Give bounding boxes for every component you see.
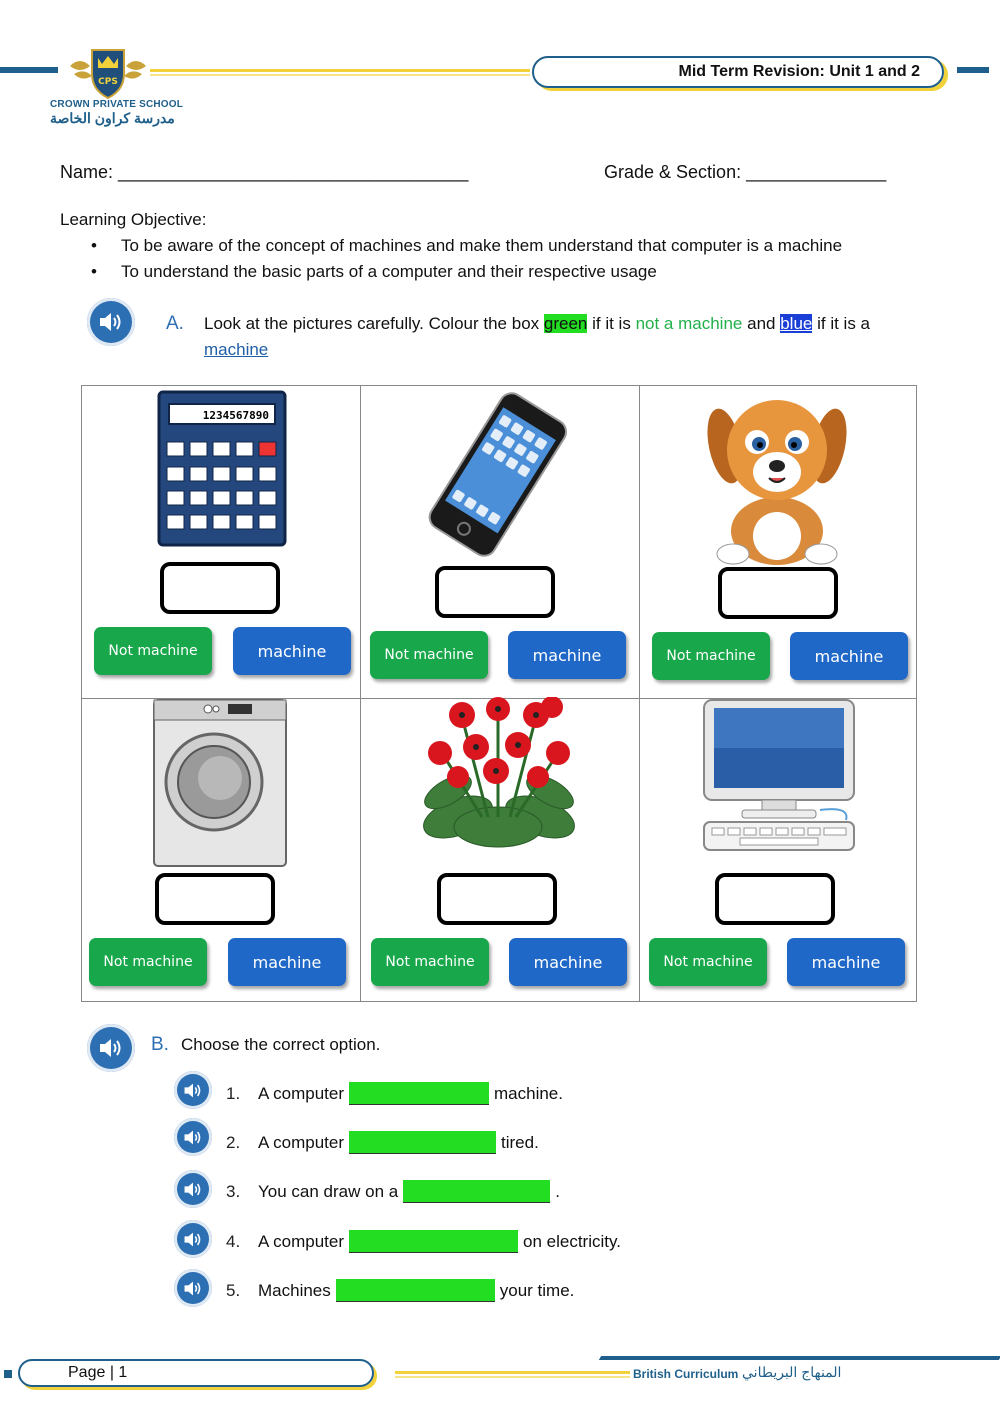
section-a-instructions	[204, 311, 954, 363]
answer-blank-4[interactable]	[349, 1230, 518, 1253]
header-gold-line-2	[150, 74, 530, 76]
question-2	[226, 1131, 539, 1154]
machine-button-5[interactable]: machine	[509, 938, 627, 986]
speaker-icon	[98, 311, 124, 333]
question-text-after: machine.	[494, 1083, 563, 1103]
name-field-label: Name: ___________________________________	[60, 162, 469, 182]
instr-not-machine-text: not a machine	[635, 314, 743, 333]
answer-blank-2[interactable]	[349, 1131, 496, 1154]
machine-button-4[interactable]: machine	[228, 938, 346, 986]
question-4	[226, 1230, 621, 1253]
calculator-icon	[157, 390, 287, 547]
question-text-before: A computer	[258, 1132, 344, 1152]
machine-button-6[interactable]: machine	[787, 938, 905, 986]
not-machine-button-1[interactable]: Not machine	[94, 627, 212, 675]
question-2-audio-button[interactable]	[174, 1118, 212, 1156]
curriculum-arabic: المنهاج البريطاني	[742, 1364, 842, 1380]
question-text-before: You can draw on a	[258, 1181, 399, 1201]
footer-square	[4, 1370, 12, 1378]
header-bar-right	[957, 67, 989, 73]
flowers-icon	[418, 697, 580, 857]
question-text-after: tired.	[501, 1132, 539, 1152]
answer-box-5[interactable]	[437, 873, 557, 925]
objective-bullet-1: • To be aware of the concept of machines and make them understand that computer is a machine	[121, 236, 842, 256]
instr-part-1: Look at the pictures carefully. Colour the box	[204, 314, 540, 333]
school-logo	[66, 44, 150, 100]
machine-button-1[interactable]: machine	[233, 627, 351, 675]
washing-machine-icon	[152, 698, 288, 868]
question-text-after: on electricity.	[523, 1231, 621, 1251]
instr-blue-word: blue	[780, 314, 813, 333]
question-1	[226, 1082, 563, 1105]
answer-blank-1[interactable]	[349, 1082, 489, 1105]
section-b-title: Choose the correct option.	[181, 1035, 381, 1054]
question-5-audio-button[interactable]	[174, 1269, 212, 1307]
not-machine-button-3[interactable]: Not machine	[652, 632, 770, 680]
question-number: 2.	[226, 1132, 241, 1152]
header-gold-line	[150, 69, 530, 72]
speaker-icon	[183, 1129, 203, 1146]
calculator-display: 1234567890	[202, 409, 269, 422]
objective-bullet-2: • To understand the basic parts of a computer and their respective usage	[121, 262, 657, 282]
question-5	[226, 1279, 574, 1302]
question-text-before: A computer	[258, 1231, 344, 1251]
curriculum-english: British Curriculum	[633, 1367, 739, 1381]
speaker-icon	[183, 1181, 203, 1198]
instr-part-4: if it is a	[817, 314, 870, 333]
answer-box-4[interactable]	[155, 873, 275, 925]
question-text-before: Machines	[258, 1280, 331, 1300]
instr-green-word: green	[543, 314, 588, 333]
answer-box-1[interactable]	[160, 562, 280, 614]
not-machine-button-5[interactable]: Not machine	[371, 938, 489, 986]
footer-blue-line	[599, 1356, 1000, 1360]
section-b-audio-button[interactable]	[87, 1024, 135, 1072]
logo-text: CPS	[98, 77, 118, 87]
question-3-audio-button[interactable]	[174, 1170, 212, 1208]
page-number-box	[18, 1359, 374, 1387]
question-number: 3.	[226, 1181, 241, 1201]
question-text-after: your time.	[499, 1280, 575, 1300]
school-name-arabic: مدرسة كراون الخاصة	[50, 110, 175, 126]
answer-box-6[interactable]	[715, 873, 835, 925]
instr-machine-link[interactable]: machine	[204, 340, 269, 359]
smartphone-icon	[415, 390, 580, 558]
not-machine-button-6[interactable]: Not machine	[649, 938, 767, 986]
speaker-icon	[183, 1082, 203, 1099]
answer-box-3[interactable]	[718, 567, 838, 619]
page-number: Page | 1	[68, 1364, 128, 1381]
computer-icon	[700, 698, 858, 854]
not-machine-button-4[interactable]: Not machine	[89, 938, 207, 986]
speaker-icon	[183, 1231, 203, 1248]
question-number: 4.	[226, 1231, 241, 1251]
instr-part-3: and	[747, 314, 776, 333]
header-title-box	[532, 56, 944, 88]
school-name-english: CROWN PRIVATE SCHOOL	[50, 99, 184, 110]
answer-blank-5[interactable]	[336, 1279, 495, 1302]
question-4-audio-button[interactable]	[174, 1220, 212, 1258]
footer-gold-line-2	[395, 1376, 630, 1378]
page-title: Mid Term Revision: Unit 1 and 2	[678, 63, 920, 80]
question-text-after: .	[555, 1181, 560, 1201]
objective-title: Learning Objective:	[60, 210, 207, 229]
instr-part-2: if it is	[592, 314, 631, 333]
question-number: 5.	[226, 1280, 241, 1300]
grid-divider	[360, 385, 361, 1002]
not-machine-button-2[interactable]: Not machine	[370, 631, 488, 679]
machine-button-2[interactable]: machine	[508, 631, 626, 679]
answer-box-2[interactable]	[435, 566, 555, 618]
question-3	[226, 1180, 560, 1203]
grid-divider	[639, 385, 640, 1002]
section-a-letter: A.	[166, 313, 184, 334]
speaker-icon	[98, 1037, 124, 1059]
grade-section-field-label: Grade & Section: ______________	[604, 162, 887, 182]
machine-button-3[interactable]: machine	[790, 632, 908, 680]
speaker-icon	[183, 1280, 203, 1297]
section-b-letter: B.	[151, 1034, 169, 1055]
question-text-before: A computer	[258, 1083, 344, 1103]
puppy-icon	[705, 386, 850, 566]
question-1-audio-button[interactable]	[174, 1071, 212, 1109]
section-a-audio-button[interactable]	[87, 298, 135, 346]
footer-gold-line	[395, 1371, 630, 1374]
answer-blank-3[interactable]	[403, 1180, 550, 1203]
header-bar-left	[0, 67, 58, 73]
question-number: 1.	[226, 1083, 241, 1103]
